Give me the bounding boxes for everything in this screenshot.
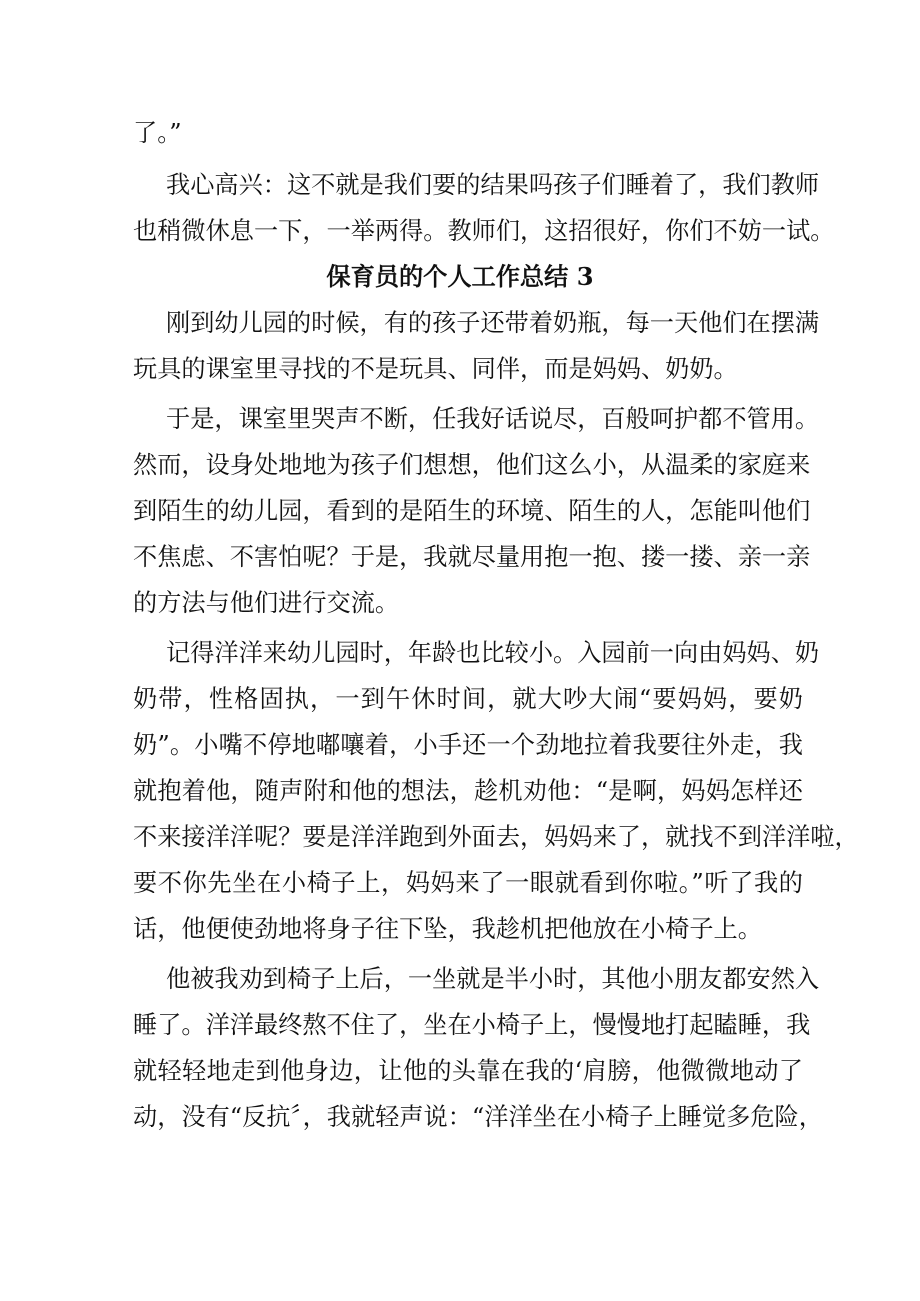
text-line: 我心高兴：这不就是我们要的结果吗孩子们睡着了，我们教师 xyxy=(166,171,820,199)
text-line: 到陌生的幼儿园，看到的是陌生的环境、陌生的人，怎能叫他们 xyxy=(133,497,811,525)
text-line: 于是，课室里哭声不断，任我好话说尽，百般呵护都不管用。 xyxy=(166,405,820,433)
text-line: 不焦虑、不害怕呢？于是，我就尽量用抱一抱、搂一搂、亲一亲 xyxy=(133,543,811,571)
text-line: 话，他便使劲地将身子往下坠，我趁机把他放在小椅子上。 xyxy=(133,915,762,943)
text-line: 的方法与他们进行交流。 xyxy=(133,589,400,617)
text-line: 他被我劝到椅子上后，一坐就是半小时，其他小朋友都安然入 xyxy=(166,965,820,993)
text-line: 刚到幼儿园的时候，有的孩子还带着奶瓶，每一天他们在摆满 xyxy=(166,309,820,337)
text-line: 睡了。洋洋最终熬不住了，坐在小椅子上，慢慢地打起瞌睡，我 xyxy=(133,1011,811,1039)
text-line: 就轻轻地走到他身边，让他的头靠在我的‘肩膀，他微微地动了 xyxy=(133,1057,803,1085)
text-line: 奶带，性格固执，一到午休时间，就大吵大闹“要妈妈，要奶 xyxy=(133,685,803,713)
text-line: 记得洋洋来幼儿园时，年龄也比较小。入园前一向由妈妈、奶 xyxy=(166,639,820,667)
text-line: 然而，设身处地地为孩子们想想，他们这么小，从温柔的家庭来 xyxy=(133,451,811,479)
text-line: 不来接洋洋呢？要是洋洋跑到外面去，妈妈来了，就找不到洋洋啦， xyxy=(133,823,859,851)
text-line: 玩具的课室里寻找的不是玩具、同伴，而是妈妈、奶奶。 xyxy=(133,355,738,383)
text-line: 了。” xyxy=(133,119,182,147)
text-line: 要不你先坐在小椅子上，妈妈来了一眼就看到你啦。”听了我的 xyxy=(133,869,803,897)
text-line: 也稍微休息一下，一举两得。教师们，这招很好，你们不妨一试。 xyxy=(133,217,835,245)
section-heading: 保育员的个人工作总结 3 xyxy=(326,262,594,291)
text-line: 奶”。小嘴不停地嘟嚷着，小手还一个劲地拉着我要往外走，我 xyxy=(133,731,803,759)
text-line: 就抱着他，随声附和他的想法，趁机劝他：“是啊，妈妈怎样还 xyxy=(133,777,803,805)
text-line: 动，没有“反抗〞，我就轻声说：“洋洋坐在小椅子上睡觉多危险， xyxy=(133,1103,823,1131)
